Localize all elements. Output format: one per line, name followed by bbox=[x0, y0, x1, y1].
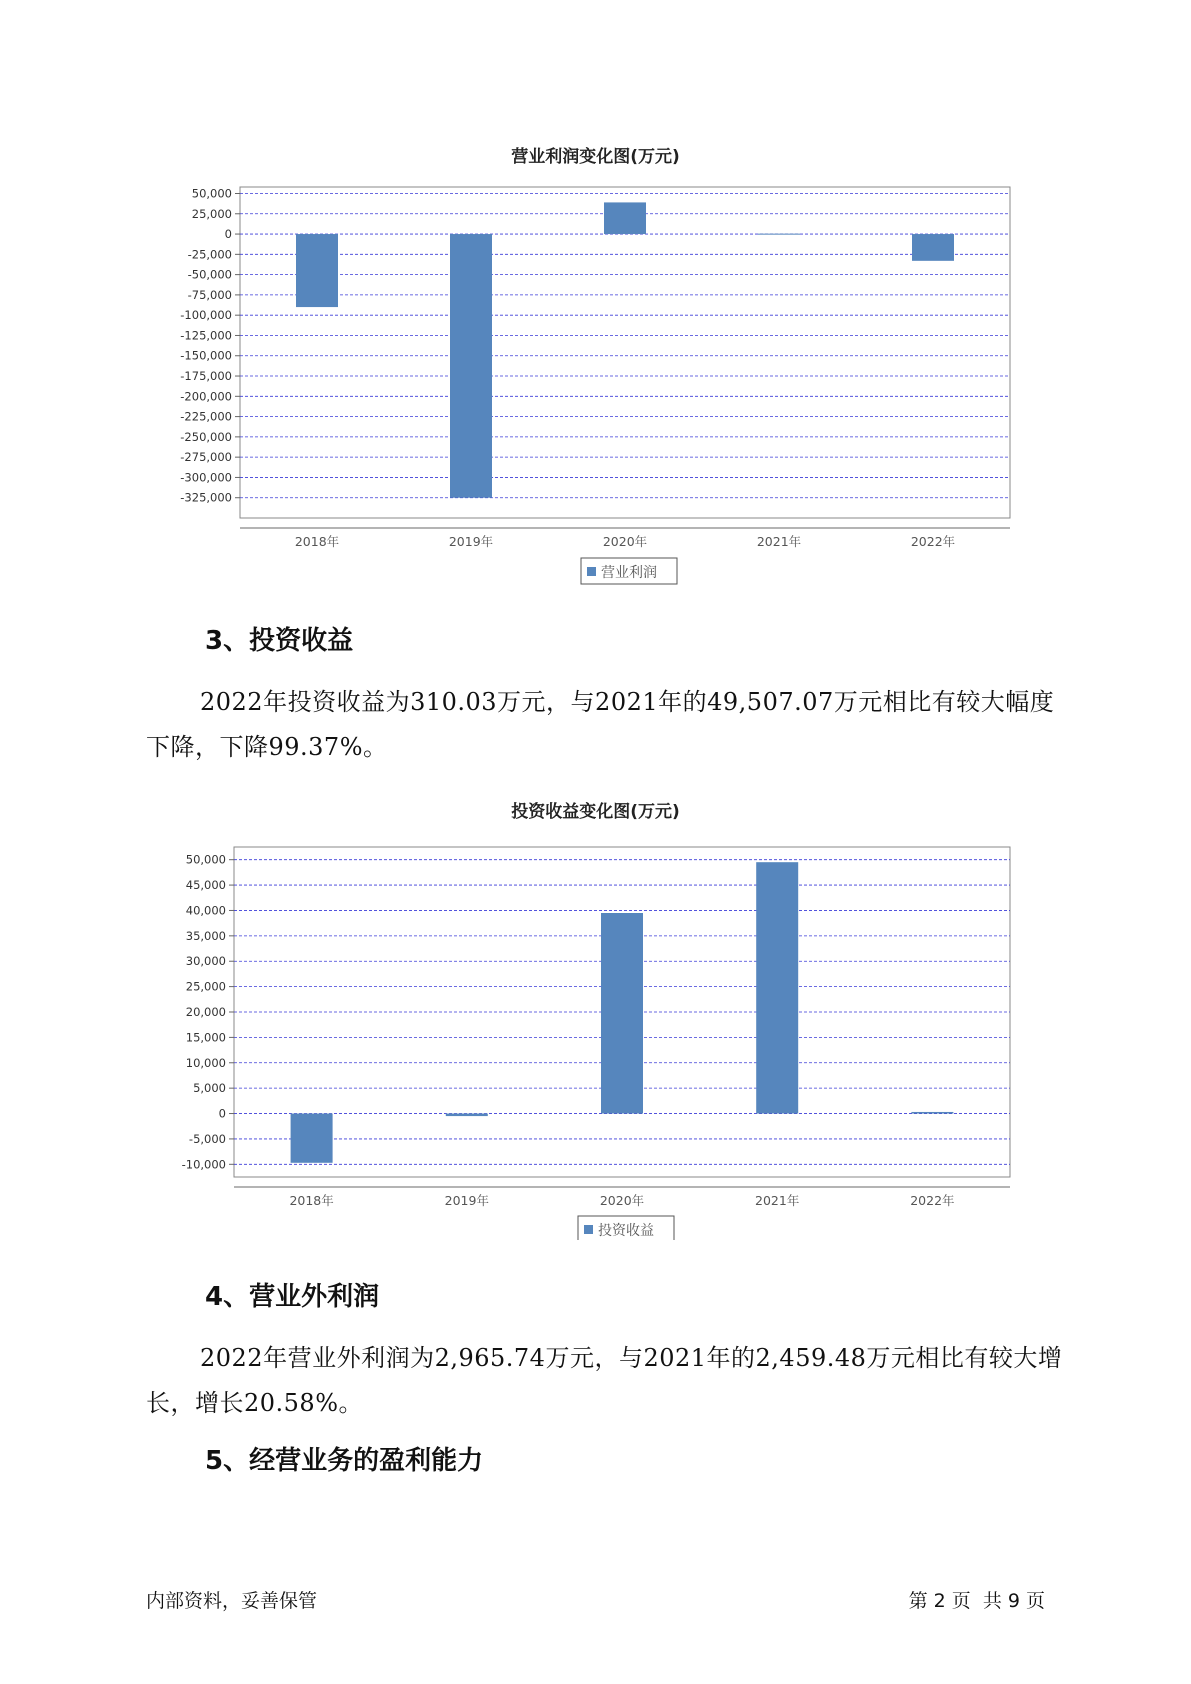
chart1-x-tick-label: 2021年 bbox=[756, 534, 802, 549]
chart1-legend-swatch bbox=[587, 567, 596, 576]
chart2-bar bbox=[291, 1114, 333, 1163]
footer-confidential-note: 内部资料，妥善保管 bbox=[146, 1590, 318, 1612]
chart1-y-tick-label: -25,000 bbox=[187, 247, 232, 262]
chart1-bar bbox=[758, 234, 800, 235]
chart1-y-tick-label: 50,000 bbox=[191, 186, 232, 201]
chart1-bar bbox=[450, 234, 492, 498]
chart2-y-tick-label: -10,000 bbox=[181, 1157, 226, 1172]
chart1-operating-profit bbox=[0, 160, 1191, 590]
chart1-y-tick-label: -225,000 bbox=[180, 409, 232, 424]
chart1-y-tick-label: -175,000 bbox=[180, 369, 232, 384]
chart1-plot-area bbox=[240, 187, 1010, 518]
chart2-bar bbox=[756, 862, 798, 1113]
chart2-y-tick-label: 35,000 bbox=[185, 928, 226, 943]
chart1-y-tick-label: -250,000 bbox=[180, 429, 232, 444]
chart1-y-tick-label: -100,000 bbox=[180, 308, 232, 323]
chart2-y-tick-label: 5,000 bbox=[193, 1081, 226, 1096]
chart2-y-tick-label: 25,000 bbox=[185, 979, 226, 994]
chart1-title: 营业利润变化图(万元) bbox=[511, 147, 680, 167]
chart2-y-tick-label: 30,000 bbox=[185, 954, 226, 969]
chart1-legend-label: 营业利润 bbox=[601, 565, 657, 581]
chart1-x-tick-label: 2022年 bbox=[910, 534, 956, 549]
section3-heading: 3、投资收益 bbox=[205, 626, 354, 656]
chart1-y-tick-label: -300,000 bbox=[180, 470, 232, 485]
section4-text: 2022年营业外利润为2,965.74万元，与2021年的2,459.48万元相比有较大增长，增长20.58%。 bbox=[146, 1344, 1063, 1417]
chart1-y-tick-label: 0 bbox=[224, 227, 232, 242]
section3-paragraph bbox=[146, 680, 1066, 770]
chart2-y-tick-label: -5,000 bbox=[188, 1131, 226, 1146]
chart1-x-tick-label: 2018年 bbox=[294, 534, 340, 549]
chart2-x-tick-label: 2018年 bbox=[289, 1193, 334, 1208]
chart1-y-tick-label: -125,000 bbox=[180, 328, 232, 343]
chart1-bar bbox=[912, 234, 954, 261]
chart1-y-tick-label: -150,000 bbox=[180, 348, 232, 363]
chart1-x-tick-label: 2020年 bbox=[602, 534, 648, 549]
chart2-x-tick-label: 2021年 bbox=[755, 1193, 800, 1208]
chart2-legend-label: 投资收益 bbox=[598, 1223, 654, 1239]
chart2-investment-income bbox=[0, 820, 1191, 1240]
chart2-y-tick-label: 40,000 bbox=[185, 903, 226, 918]
section4-heading: 4、营业外利润 bbox=[205, 1282, 380, 1312]
footer-page-number: 第 2 页 共 9 页 bbox=[908, 1590, 1045, 1612]
chart1-y-tick-label: -75,000 bbox=[187, 287, 232, 302]
chart2-x-tick-label: 2020年 bbox=[599, 1193, 645, 1208]
chart2-title: 投资收益变化图(万元) bbox=[511, 802, 680, 822]
chart1-bar bbox=[296, 234, 338, 307]
chart2-y-tick-label: 20,000 bbox=[185, 1005, 226, 1019]
chart2-x-tick-label: 2022年 bbox=[910, 1193, 955, 1208]
chart1-bar bbox=[604, 202, 646, 234]
chart2-legend-swatch bbox=[584, 1225, 593, 1234]
chart2-y-tick-label: 10,000 bbox=[185, 1055, 226, 1070]
chart1-x-tick-label: 2019年 bbox=[448, 534, 494, 549]
chart2-y-tick-label: 50,000 bbox=[185, 852, 226, 867]
chart1-y-tick-label: -50,000 bbox=[187, 267, 232, 282]
chart2-bar bbox=[446, 1114, 488, 1117]
section3-text: 2022年投资收益为310.03万元，与2021年的49,507.07万元相比有较大幅度下降，下降99.37%。 bbox=[146, 688, 1055, 761]
section5-heading: 5、经营业务的盈利能力 bbox=[205, 1446, 484, 1476]
chart2-y-tick-label: 15,000 bbox=[185, 1030, 226, 1045]
chart2-bar bbox=[601, 913, 643, 1114]
chart2-y-tick-label: 0 bbox=[218, 1106, 226, 1121]
chart2-x-tick-label: 2019年 bbox=[444, 1193, 489, 1208]
chart2-bar bbox=[911, 1112, 953, 1114]
chart1-y-tick-label: -325,000 bbox=[180, 490, 232, 505]
chart2-y-tick-label: 45,000 bbox=[185, 878, 226, 893]
chart1-y-tick-label: -200,000 bbox=[180, 389, 232, 404]
section4-paragraph bbox=[146, 1336, 1066, 1426]
chart1-y-tick-label: -275,000 bbox=[180, 450, 232, 465]
chart1-y-tick-label: 25,000 bbox=[191, 206, 232, 221]
